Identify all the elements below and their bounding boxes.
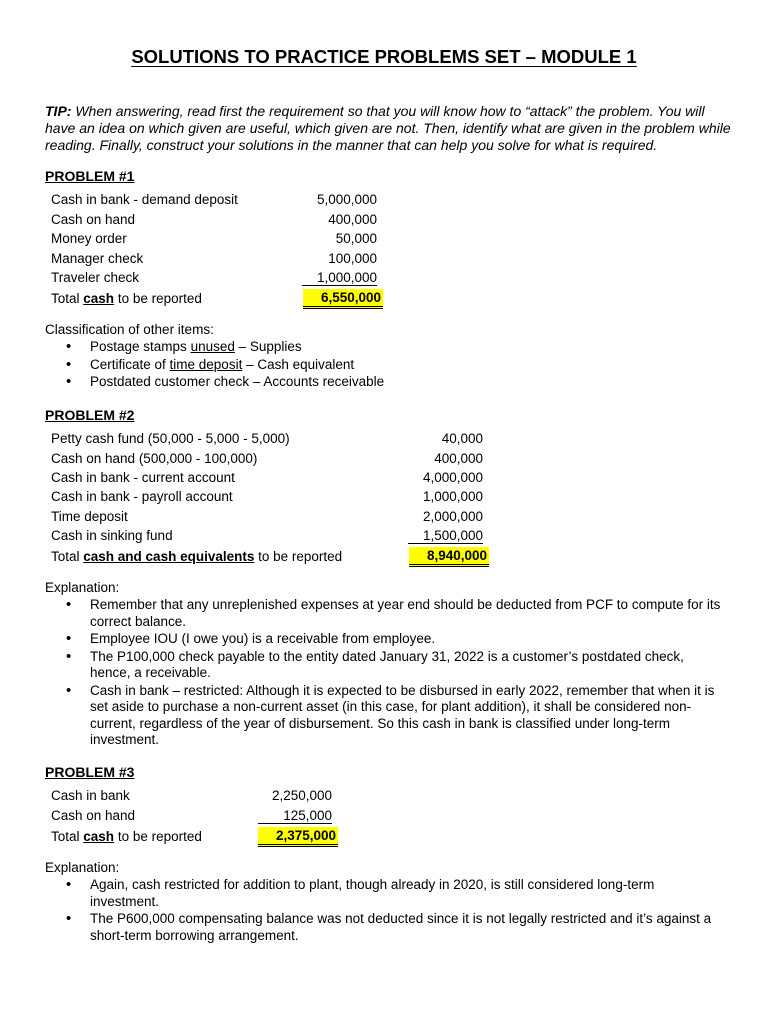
p3-total-label xyxy=(51,829,202,844)
p1-row-value: 50,000 xyxy=(335,231,377,246)
p2-row-label: Cash in bank - current account xyxy=(51,470,235,485)
p2-total-value: 8,940,000 xyxy=(409,547,489,567)
p2-row-value: 2,000,000 xyxy=(422,509,483,524)
p3-row-label: Cash in bank xyxy=(51,788,130,803)
list-item: • Cash in bank – restricted: Although it is expected to be disbursed in early 2022, remember that when it is set aside to purchase a non-current asset (in this case, for plant addition), it shall be considered non-current, regardless of the year of disbursement. So this cash in bank is classified under long-term investment. xyxy=(45,683,725,749)
total-suffix: to be reported xyxy=(254,549,343,564)
p1-row-label: Cash in bank - demand deposit xyxy=(51,192,238,207)
p3-explanation-list xyxy=(45,877,725,945)
list-item: • The P600,000 compensating balance was not deducted since it is not legally restricted and it’s against a short-term borrowing arrangement. xyxy=(45,911,725,944)
total-prefix: Total xyxy=(51,829,84,844)
list-item: • Again, cash restricted for addition to plant, though already in 2020, is still considered long-term investment. xyxy=(45,877,725,910)
p2-row-label: Cash in bank - payroll account xyxy=(51,489,233,504)
p1-row-label: Traveler check xyxy=(51,270,140,285)
p1-other-items-title: Classification of other items: xyxy=(45,322,214,337)
total-emphasis: cash xyxy=(83,291,115,306)
p1-total-label xyxy=(51,291,202,306)
total-prefix: Total xyxy=(51,549,84,564)
p1-row-label: Cash on hand xyxy=(51,212,136,227)
p2-total-label xyxy=(51,549,342,564)
problem-3-heading: PROBLEM #3 xyxy=(45,764,135,780)
tip-text: When answering, read first the requirement so that you will know how to “attack” the problem. You will have an idea on which given are useful, which given are not. Then, identify what are given in the problem while reading. Finally, construct your solutions in the manner that can help you solve for what is required. xyxy=(45,103,731,153)
total-suffix: to be reported xyxy=(114,829,202,844)
tip-paragraph xyxy=(45,103,735,154)
p2-explanation-list xyxy=(45,597,725,750)
page-title: SOLUTIONS TO PRACTICE PROBLEMS SET – MODULE 1 xyxy=(131,46,637,67)
p1-total-value: 6,550,000 xyxy=(303,289,383,309)
p2-row-value: 1,500,000 xyxy=(408,528,483,544)
p3-row-value: 125,000 xyxy=(258,808,332,824)
total-emphasis: cash and cash equivalents xyxy=(83,549,255,564)
p3-row-label: Cash on hand xyxy=(51,808,136,823)
total-suffix: to be reported xyxy=(114,291,202,306)
total-prefix: Total xyxy=(51,291,84,306)
p3-row-value: 2,250,000 xyxy=(271,788,332,803)
list-item: • Certificate of time deposit – Cash equivalent xyxy=(45,357,735,374)
list-item: • The P100,000 check payable to the entity dated January 31, 2022 is a customer’s postdated check, hence, a receivable. xyxy=(45,649,725,682)
p1-row-label: Manager check xyxy=(51,251,144,266)
list-item: • Employee IOU (I owe you) is a receivable from employee. xyxy=(45,631,725,648)
problem-1-heading: PROBLEM #1 xyxy=(45,168,135,184)
p2-row-value: 40,000 xyxy=(441,431,483,446)
p1-row-label: Money order xyxy=(51,231,127,246)
p1-row-value: 100,000 xyxy=(328,251,377,266)
tip-label: TIP: xyxy=(45,103,72,119)
p2-row-label: Petty cash fund (50,000 - 5,000 - 5,000) xyxy=(51,431,290,446)
p2-row-label: Time deposit xyxy=(51,509,128,524)
p3-explanation-title: Explanation: xyxy=(45,860,120,875)
list-item: • Remember that any unreplenished expenses at year end should be deducted from PCF to compute for its correct balance. xyxy=(45,597,725,630)
problem-2-heading: PROBLEM #2 xyxy=(45,407,135,423)
p1-row-value: 5,000,000 xyxy=(316,192,377,207)
p2-row-label: Cash in sinking fund xyxy=(51,528,173,543)
p2-explanation-title: Explanation: xyxy=(45,580,120,595)
p1-other-items-list xyxy=(45,339,735,392)
p1-row-value: 400,000 xyxy=(328,212,377,227)
p2-row-value: 4,000,000 xyxy=(422,470,483,485)
list-item: • Postage stamps unused – Supplies xyxy=(45,339,735,356)
p1-row-value: 1,000,000 xyxy=(302,270,377,286)
p2-row-label: Cash on hand (500,000 - 100,000) xyxy=(51,451,258,466)
total-emphasis: cash xyxy=(83,829,115,844)
p2-row-value: 1,000,000 xyxy=(422,489,483,504)
p3-total-value: 2,375,000 xyxy=(258,827,338,847)
list-item: • Postdated customer check – Accounts receivable xyxy=(45,374,735,391)
p2-row-value: 400,000 xyxy=(434,451,483,466)
